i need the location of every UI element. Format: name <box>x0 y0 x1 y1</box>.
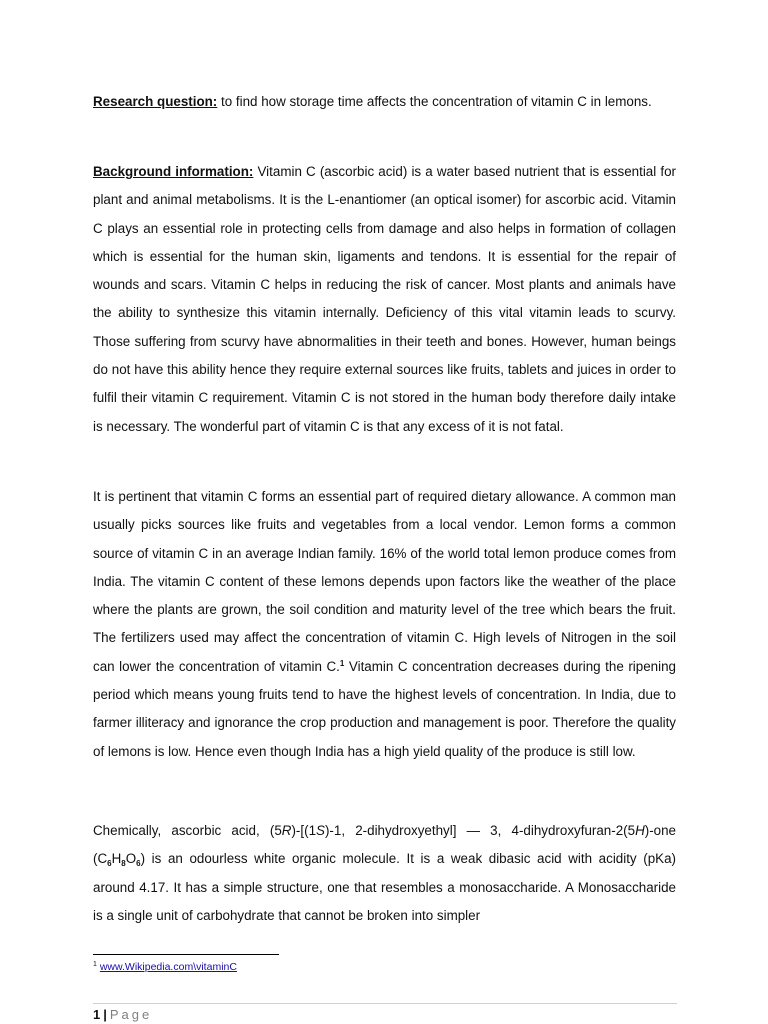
research-question-text: to find how storage time affects the concentration of vitamin C in lemons. <box>217 94 652 109</box>
background-information-paragraph <box>93 158 676 441</box>
chem-italic-h: H <box>635 823 645 838</box>
dietary-allowance-paragraph <box>93 483 676 766</box>
page-word: Page <box>109 1007 153 1022</box>
footnote-marker: 1 <box>93 961 97 968</box>
footnote-separator <box>93 954 279 955</box>
footnote-link[interactable]: www.Wikipedia.com\vitaminC <box>99 961 237 973</box>
chem-italic-r: R <box>281 823 292 838</box>
page-separator: | <box>103 1007 107 1022</box>
footnote-reference[interactable]: 1 <box>339 658 345 668</box>
footnote <box>93 961 237 973</box>
page-footer <box>93 1007 152 1022</box>
footer-divider <box>93 1003 677 1004</box>
chem-text-3: )-1, 2-dihydroxyethyl] — 3, 4-dihydroxyfuran-2(5 <box>324 823 636 838</box>
dietary-allowance-text-a: It is pertinent that vitamin C forms an essential part of required dietary allowance. A common man usually picks sources like fruits and vegetables from a local vendor. Lemon forms a common source of vitamin C in an average Indian family. 16% of the world total lemon produce comes from India. The vitamin C content of these lemons depends upon factors like the weather of the place where the plants are grown, the soil condition and maturity level of the tree which bears the fruit. The fertilizers used may affect the concentration of vitamin C. High levels of Nitrogen in the soil can lower the concentration of vitamin C. <box>93 489 676 674</box>
chemistry-paragraph <box>93 817 676 930</box>
chem-text-4: )-one (C <box>93 823 676 867</box>
background-information-text: Vitamin C (ascorbic acid) is a water based nutrient that is essential for plant and animal metabolisms. It is the L-enantiomer (an optical isomer) for ascorbic acid. Vitamin C plays an essential role in protecting cells from damage and also helps in formation of collagen which is essential for the human skin, ligaments and tendons. It is essential for the repair of wounds and scars. Vitamin C helps in reducing the risk of cancer. Most plants and animals have the ability to synthesize this vitamin internally. Deficiency of this vital vitamin leads to scurvy. Those suffering from scurvy have abnormalities in their teeth and bones. However, human beings do not have this ability hence they require external sources like fruits, tablets and juices in order to fulfil their vitamin C requirement. Vitamin C is not stored in the human body therefore daily intake is necessary. The wonderful part of vitamin C is that any excess of it is not fatal. <box>93 164 676 434</box>
chem-text-1: Chemically, ascorbic acid, (5 <box>93 823 282 838</box>
chem-text-6: O <box>125 851 137 867</box>
chem-text-7: ) is an odourless white organic molecule. It is a weak dibasic acid with acidity (pKa) around 4.17. It has a simple structure, one that resembles a monosaccharide. A Monosaccharide is a single unit of carbohydrate that cannot be broken into simpler <box>93 851 676 923</box>
chem-subscript-o: 6 <box>136 859 141 869</box>
dietary-allowance-text-b: Vitamin C concentration decreases during the ripening period which means young fruits tend to have the highest levels of concentration. In India, due to farmer illiteracy and ignorance the crop production and management is poor. Therefore the quality of lemons is low. Hence even though India has a high yield quality of the produce is still low. <box>93 658 676 759</box>
chem-subscript-h: 8 <box>121 859 126 869</box>
chem-text-5: H <box>111 851 122 867</box>
background-information-label: Background information: <box>93 164 254 179</box>
research-question-label: Research question: <box>93 94 218 109</box>
chem-text-2: )-[(1 <box>291 823 317 838</box>
page-number: 1 <box>93 1007 101 1022</box>
chem-subscript-c: 6 <box>107 859 112 869</box>
research-question-paragraph <box>93 88 676 116</box>
chem-italic-s: S <box>316 823 325 838</box>
